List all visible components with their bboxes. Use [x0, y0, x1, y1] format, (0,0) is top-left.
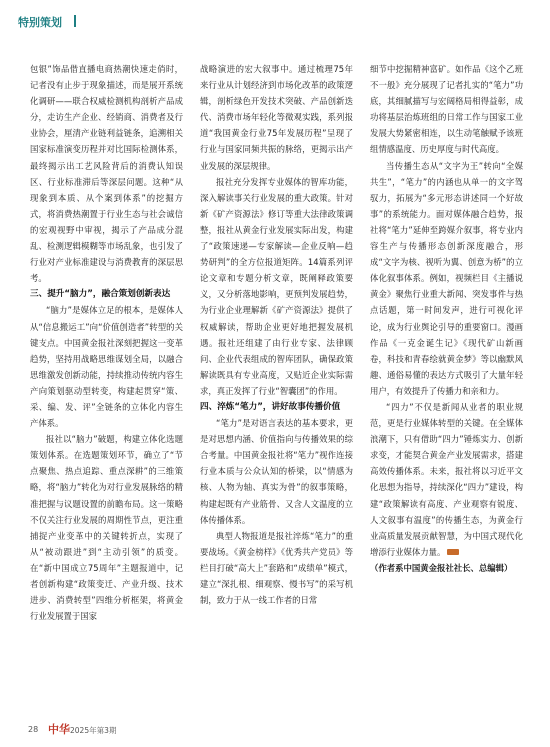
paragraph: 当传播生态从“文字为王”转向“全媒共生”，“笔力”的内涵也从单一的文字驾驭力，拓展为“多元形态讲述同一个好故事”的系统能力。面对媒体融合趋势，报社将“笔力”延伸至跨媒介叙事，将专业内容生产与传播形态创新深度融合，形成“文字为核、视听为翼、创意为桥”的立体化叙事体系。例如，视频栏目《主播说黄金》聚焦行业重大新闻、突发事件与热点话题，第一时间发声，进行可视化评论，成为行业舆论引导的重要窗口。漫画作品《一克金诞生记》《现代矿山新画卷，科技和青春绘就黄金梦》等以幽默风趣、通俗易懂的表达方式吸引了大量年轻用户，有效提升了传播力和亲和力。 — [370, 160, 523, 396]
magazine-logo: 中华 — [48, 723, 70, 736]
end-mark-icon — [447, 549, 459, 555]
paragraph: “笔力”是对语言表达的基本要求，更是对思想内涵、价值指向与传播效果的综合考量。中国黄金报社将“笔力”视作连接行业本质与公众认知的桥梁，以“情感为核、人物为轴、真实为骨”的叙事策略，构建起既有产业筋骨、又含人文温度的立体传播体系。 — [200, 418, 353, 525]
column-1 — [30, 61, 183, 624]
paragraph: 报社充分发挥专业媒体的智库功能，深入解读事关行业发展的重大政策。针对新《矿产资源法》修订等重大法律政策调整，报社从黄金行业发展实际出发，构建了“政策速递—专家解读—企业反响—趋势研判”的全方位报道矩阵。14篇系列评论文章和专题分析文章，既阐释政策要义，又分析落地影响，更预判发展趋势，为行业企业理解新《矿产资源法》提供了权威解读，帮助企业更好地把握发展机遇。报社还组建了由行业专家、法律顾问、企业代表组成的智库团队，确保政策解读既具有专业高度，又贴近企业实际需求，真正发挥了行业“智囊团”的作用。 — [200, 176, 353, 396]
paragraph: 典型人物报道是报社淬炼“笔力”的重要战场。《黄金榜样》《优秀共产党员》等栏目打破“高大上”套路和“成绩单”模式，建立“深扎根、细观察、慢书写”的采写机制，致力于从一线工作者的日常 — [200, 530, 353, 606]
paragraph: 包银”饰品借直播电商热潮快速走俏时，记者没有止步于现象描述，而是展开系统化调研——联合权威检测机构剖析产品成分，走访生产企业、经销商、消费者及行业协会，厘清产业链利益链条，追溯相关国家标准演变历程并对比国际检测体系，最终揭示出工艺风险背后的消费认知误区、行业标准滞后等深层问题。这种“从现象到本质、从个案到体系”的挖掘方式，将消费热潮置于行业生态与社会诚信的宏观视野中审视，揭示了产品成分混乱、检测逻辑模糊等市场乱象，也引发了行业对产业标准建设与消费教育的深层思考。 — [30, 64, 183, 284]
section-heading: 四、淬炼“笔力”，讲好故事传播价值 — [200, 401, 341, 412]
page-header — [0, 0, 550, 34]
paragraph: 细节中挖掘精神富矿。如作品《这个乙班不一般》充分展现了记者扎实的“笔力”功底，其细腻描写与宏阔格局相得益彰，成功将基层治炼班组的日常工作与国家工业发展大势紧密相连，以生动笔触赋予该班组情感温度、历史厚度与时代高度。 — [370, 64, 523, 155]
author-note: （作者系中国黄金报社社长、总编辑） — [370, 562, 513, 573]
column-2 — [200, 61, 353, 608]
page-footer — [0, 717, 550, 747]
section-heading: 三、提升“脑力”，融合策划创新表达 — [30, 289, 171, 300]
paragraph: 战略演进的宏大叙事中。通过梳理75年来行业从计划经济到市场化改革的政策逻辑，剖析绿色开发技术突破、产品创新迭代、消费市场年轻化等微观实践，系列报道“我国黄金行业75年发展历程”呈现了行业与国家同频共振的脉络，更揭示出产业发展的深层规律。 — [200, 64, 353, 171]
paragraph: 报社以“脑力”破题，构建立体化选题策划体系。在选题策划环节，确立了“节点聚焦、热点追踪、重点深耕”的三维策略，将“脑力”转化为对行业发展脉络的精准把握与议题设置的前瞻布局。这一策略不仅关注行业发展的周期性节点，更注重捕捉产业变革中的关键转折点，实现了从“被动跟进”到“主动引领”的质变。在“新中国成立75周年”主题报道中，记者创新构建“政策变迁、产业升级、技术进步、消费转型”四维分析框架，将黄金行业发展置于国家 — [30, 434, 183, 622]
paragraph — [370, 399, 523, 560]
issue-label: 2025年第3期 — [70, 726, 117, 735]
column-3 — [370, 61, 523, 576]
paragraph: “脑力”是媒体立足的根本，是媒体人从“信息搬运工”向“价值创造者”转型的关键支点。中国黄金报社深刻把握这一变革趋势，坚持用战略思维谋划全局，以融合思维激发创新动能，持续推动传统内容生产向策划驱动型转变，构建起贯穿“策、采、编、发、评”全链条的立体化内容生产体系。 — [30, 305, 183, 429]
page-number: 28 — [28, 725, 39, 734]
section-title: 特别策划 — [18, 16, 62, 29]
section-divider — [74, 15, 76, 27]
paragraph-text: “四力”不仅是新闻从业者的职业规范，更是行业媒体转型的关键。在全媒体浪潮下，只有借助“四力”锤炼实力、创新求变，才能契合黄金产业发展需求，搭建高效传播体系。未来，报社将以习近平文化思想为指导，持续深化“四力”建设，构建“政策解读有高度、产业观察有锐度、人文叙事有温度”的传播生态，为黄金行业高质量发展贡献智慧，为中国式现代化增添行业媒体力量。 — [370, 401, 523, 557]
